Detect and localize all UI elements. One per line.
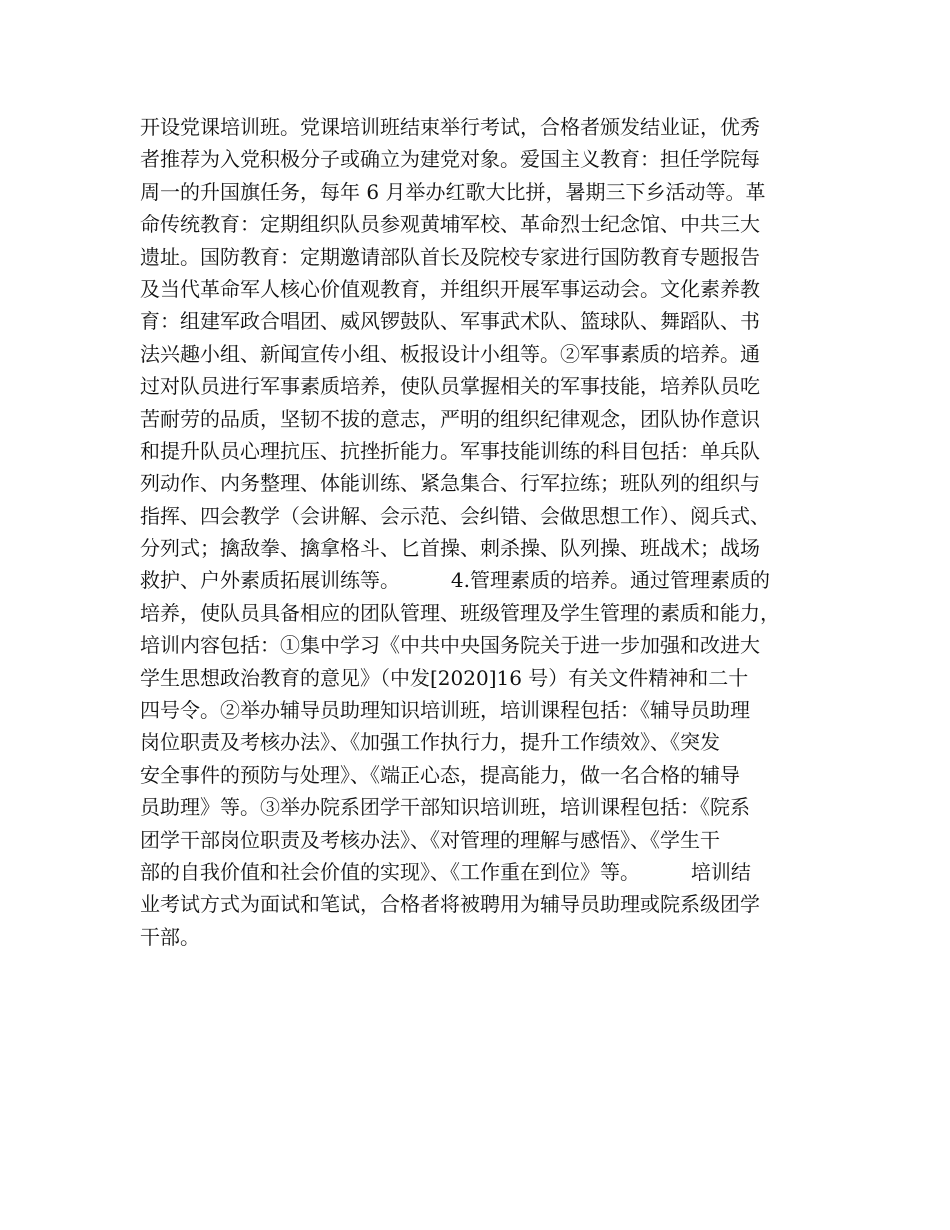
text-line: 育：组建军政合唱团、威风锣鼓队、军事武术队、篮球队、舞蹈队、书 [140, 309, 760, 334]
text-line: 和提升队员心理抗压、抗挫折能力。军事技能训练的科目包括：单兵队 [140, 438, 760, 463]
text-line: 培养，使队员具备相应的团队管理、班级管理及学生管理的素质和能力， [140, 600, 780, 625]
text-line: 周一的升国旗任务，每年 6 月举办红歌大比拼，暑期三下乡活动等。革 [140, 179, 766, 204]
text-line: 干部。 [140, 924, 200, 949]
text-line: 列动作、内务整理、体能训练、紧急集合、行军拉练；班队列的组织与 [140, 471, 760, 496]
text-line: 部的自我价值和社会价值的实现》、《工作重在到位》等。 培训结 [140, 859, 751, 884]
text-line: 指挥、四会教学（会讲解、会示范、会纠错、会做思想工作）、阅兵式、 [140, 503, 770, 528]
body-text [140, 111, 830, 953]
text-line: 法兴趣小组、新闻宣传小组、板报设计小组等。②军事素质的培养。通 [140, 341, 760, 366]
text-line: 分列式；擒敌拳、擒拿格斗、匕首操、刺杀操、队列操、班战术；战场 [140, 536, 760, 561]
text-line: 学生思想政治教育的意见》（中发[2020]16 号）有关文件精神和二十 [140, 665, 749, 690]
text-line: 命传统教育：定期组织队员参观黄埔军校、革命烈士纪念馆、中共三大 [140, 212, 760, 237]
text-line: 业考试方式为面试和笔试，合格者将被聘用为辅导员助理或院系级团学 [140, 892, 760, 917]
text-line: 培训内容包括：①集中学习《中共中央国务院关于进一步加强和改进大 [140, 633, 760, 658]
text-line: 四号令。②举办辅导员助理知识培训班，培训课程包括：《辅导员助理 [140, 698, 750, 723]
text-line: 过对队员进行军事素质培养，使队员掌握相关的军事技能，培养队员吃 [140, 374, 760, 399]
text-line: 苦耐劳的品质，坚韧不拔的意志，严明的组织纪律观念，团队协作意识 [140, 406, 760, 431]
text-line: 岗位职责及考核办法》、《加强工作执行力，提升工作绩效》、《突发 [140, 730, 720, 755]
text-line: 救护、户外素质拓展训练等。 4.管理素质的培养。通过管理素质的 [140, 568, 770, 593]
text-line: 开设党课培训班。党课培训班结束举行考试，合格者颁发结业证，优秀 [140, 115, 760, 139]
text-line: 及当代革命军人核心价值观教育，并组织开展军事运动会。文化素养教 [140, 276, 760, 301]
text-line: 遗址。国防教育：定期邀请部队首长及院校专家进行国防教育专题报告 [140, 244, 760, 269]
text-line: 者推荐为入党积极分子或确立为建党对象。爱国主义教育：担任学院每 [140, 147, 760, 172]
text-line: 安全事件的预防与处理》、《端正心态，提高能力，做一名合格的辅导 [140, 762, 740, 787]
text-line: 团学干部岗位职责及考核办法》、《对管理的理解与感悟》、《学生干 [140, 827, 720, 852]
text-line: 员助理》等。③举办院系团学干部知识培训班，培训课程包括：《院系 [140, 795, 750, 820]
